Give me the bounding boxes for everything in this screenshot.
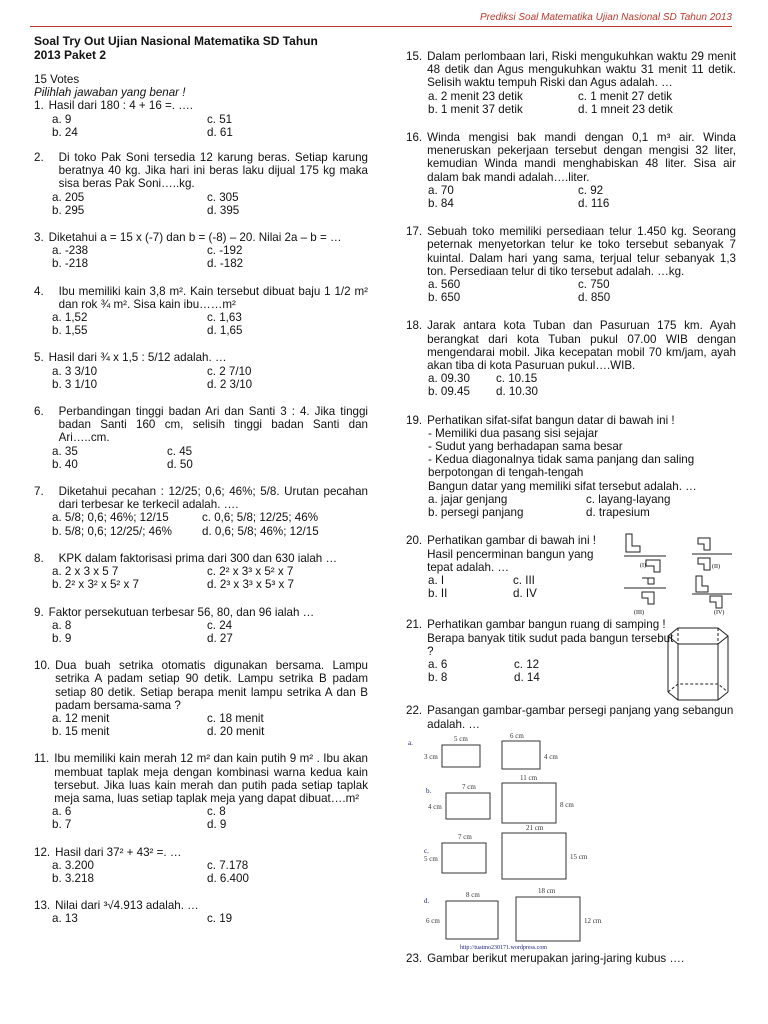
question-21: 21. Perhatikan gambar bangun ruang di samping ! Berapa banyak titik sudut pada bangun tersebut ? a. 6 c. 12 b. 8 d. 14	[406, 618, 736, 696]
question-12: 12. Hasil dari 37² + 43² =. … a. 3.200 c. 7.178 b. 3.218 d. 6.400	[34, 845, 249, 885]
svg-text:6 cm: 6 cm	[426, 916, 440, 925]
left-column	[34, 34, 368, 926]
svg-text:8 cm: 8 cm	[560, 800, 574, 809]
question-22: 22. Pasangan gambar-gambar persegi panjang yang sebangun adalah. … a. 5 cm 3 cm 6 cm 4 cm b. 7 cm 4 cm 11 cm 8 cm c. 7 cm 5 cm 21 cm 15 cm d. 8 cm 6 cm 18 cm 12 cm http://tuatmo230171.wordpress.com	[406, 704, 736, 954]
header-rule	[30, 26, 732, 27]
question-17: 17. Sebuah toko memiliki persediaan telur 1.450 kg. Seorang peternak menyetorkan telur ke toko tersebut sebanyak 7 kuintal. Dalam hari yang sama, terjual telur sebanyak 1,3 ton. Persediaan telur di tiko tersebut adalah. …kg. a. 560 c. 750 b. 650 d. 850	[406, 225, 736, 305]
similar-rectangles-figure	[406, 731, 736, 951]
svg-text:7 cm: 7 cm	[458, 832, 472, 841]
svg-text:12 cm: 12 cm	[584, 916, 602, 925]
question-16: 16. Winda mengisi bak mandi dengan 0,1 m³ air. Winda meneruskan pekerjaan tersebut dengan mengisi 32 liter, kemudian Winda mandi menghabiskan 48 liter. Sisa air dalam bak mandi adalah….liter. a. 70 c. 92 b. 84 d. 116	[406, 131, 736, 211]
svg-text:7 cm: 7 cm	[462, 782, 476, 791]
page-header	[0, 0, 768, 23]
question-3: 3. Diketahui a = 15 x (-7) dan b = (-8) – 20. Nilai 2a – b = … a. -238 c. -192 b. -218 d. -182	[34, 231, 342, 271]
votes-count: 15 Votes	[34, 73, 80, 86]
question-8: 8. KPK dalam faktorisasi prima dari 300 dan 630 ialah … a. 2 x 3 x 5 7 c. 2² x 3³ x 5² x 7 b. 2² x 3² x 5² x 7 d. 2³ x 3³ x 5³ x 7	[34, 551, 338, 592]
svg-text:5 cm: 5 cm	[454, 734, 468, 743]
rect-c2	[502, 833, 566, 879]
fig20-label-4: (IV)	[714, 610, 725, 617]
svg-text:8 cm: 8 cm	[466, 890, 480, 899]
svg-text:11 cm: 11 cm	[520, 773, 538, 782]
question-5: 5. Hasil dari ¾ x 1,5 : 5/12 adalah. … a. 3 3/10 c. 2 7/10 b. 3 1/10 d. 2 3/10	[34, 351, 253, 391]
question-11: 11. Ibu memiliki kain merah 12 m² dan kain putih 9 m² . Ibu akan membuat taplak meja dengan kombinasi warna kedua kain tersebut. Jika luas kain merah dan putih pada setiap taplak meja sama, luas setiap taplak meja yang dapat dibuat….m² a. 6 c. 8 b. 7 d. 9	[34, 752, 368, 832]
fig20-label-1: (I)	[640, 563, 646, 570]
svg-text:b.: b.	[426, 786, 432, 795]
rect-a1	[442, 745, 480, 767]
rect-d1	[446, 901, 498, 939]
svg-text:6 cm: 6 cm	[510, 731, 524, 740]
question-6: 6. Perbandingan tinggi badan Ari dan Santi 3 : 4. Jika tinggi badan Santi 160 cm, selisih tinggi badan Santi dan Ari…..cm. a. 35 c. 45 b. 40 d. 50	[34, 405, 368, 471]
question-20: 20. Perhatikan gambar di bawah ini ! Hasil pencerminan bangun yang tepat adalah. … a. I c. III b. II d. IV (I) (II) (III) (IV)	[406, 534, 736, 612]
fig20-label-2: (II)	[712, 564, 720, 571]
svg-text:5 cm: 5 cm	[424, 854, 438, 863]
prism-figure	[664, 626, 736, 706]
svg-text:18 cm: 18 cm	[538, 886, 556, 895]
question-7: 7. Diketahui pecahan : 12/25; 0,6; 46%; 5/8. Urutan pecahan dari terbesar ke terkecil adalah. …. a. 5/8; 0,6; 46%; 12/15 c. 0,6; 5/8; 12/25; 46% b. 5/8; 0,6; 12/25/; 46% d. 0,6; 5/8; 46%; 12/15	[34, 485, 368, 538]
mirror-figure	[620, 530, 736, 616]
svg-text:21 cm: 21 cm	[526, 823, 544, 832]
question-4: 4. Ibu memiliki kain 3,8 m². Kain tersebut dibuat baju 1 1/2 m² dan rok ¾ m². Sisa kain ibu……m² a. 1,52 c. 1,63 b. 1,55 d. 1,65	[34, 284, 368, 338]
question-2: 2. Di toko Pak Soni tersedia 12 karung beras. Setiap karung beratnya 40 kg. Jika hari ini beras laku dijual 175 kg maka sisa beras Pak Soni…..kg. a. 205 c. 305 b. 295 d. 395	[34, 151, 368, 217]
svg-text:c.: c.	[424, 846, 429, 855]
question-9: 9. Faktor persekutuan terbesar 56, 80, dan 96 ialah … a. 8 c. 24 b. 9 d. 27	[34, 605, 315, 645]
header-title: Prediksi Soal Matematika Ujian Nasional SD Tahun 2013	[480, 12, 732, 23]
rect-c1	[442, 843, 486, 873]
right-column	[406, 50, 736, 965]
document-title: Soal Try Out Ujian Nasional Matematika SD Tahun 2013 Paket 2	[34, 34, 318, 62]
svg-text:3 cm: 3 cm	[424, 752, 438, 761]
question-23: 23. Gambar berikut merupakan jaring-jaring kubus ….	[406, 951, 685, 965]
svg-text:a.: a.	[408, 738, 413, 747]
rect-b1	[446, 793, 490, 819]
svg-text:4 cm: 4 cm	[428, 802, 442, 811]
svg-text:http://tuatmo230171.wordpress.: http://tuatmo230171.wordpress.com	[460, 944, 547, 951]
rect-b2	[502, 783, 556, 823]
question-15: 15. Dalam perlombaan lari, Riski mengukuhkan waktu 29 menit 48 detik dan Agus mengukuhkan waktu 31 menit 11 detik. Selisih waktu tempuh Riski dan Agus adalah. … a. 2 menit 23 detik c. 1 menit 27 detik b. 1 menit 37 detik d. 1 mneit 23 detik	[406, 50, 736, 116]
fig20-label-3: (III)	[634, 610, 644, 617]
question-1: 1. Hasil dari 180 : 4 + 16 =. …. a. 9 c. 51 b. 24 d. 61	[34, 99, 233, 139]
question-18: 18. Jarak antara kota Tuban dan Pasuruan 175 km. Ayah berangkat dari kota Tuban pukul 07.00 WIB dengan mengendarai mobil. Jika kecepatan mobil 70 km/jam, ayah akan tiba di kota Pasuruan pukul….WIB. a. 09.30 c. 10.15 b. 09.45 d. 10.30	[406, 319, 736, 399]
rect-a2	[502, 741, 540, 769]
question-10: 10. Dua buah setrika otomatis digunakan bersama. Lampu setrika A padam setiap 90 detik. Lampu setrika B padam setiap 80 detik. Setiap berapa menit lampu setrika A dan B padam bersama-sama ? a. 12 menit c. 18 menit b. 15 menit d. 20 menit	[34, 659, 368, 739]
rect-d2	[516, 897, 580, 941]
svg-text:4 cm: 4 cm	[544, 752, 558, 761]
svg-text:15 cm: 15 cm	[570, 852, 588, 861]
question-13: 13. Nilai dari ³√4.913 adalah. … a. 13 c. 19	[34, 899, 233, 926]
svg-text:d.: d.	[424, 896, 430, 905]
instruction: Pilihlah jawaban yang benar !	[34, 86, 186, 100]
question-19: 19. Perhatikan sifat-sifat bangun datar di bawah ini ! - Memiliki dua pasang sisi sejajar - Sudut yang berhadapan sama besar - Kedua diagonalnya tidak sama panjang dan saling berpotongan di tengah-tengah Bangun datar yang memiliki sifat tersebut adalah. … a. jajar genjang c. layang-layang b. persegi panjang d. trapesium	[406, 413, 697, 520]
